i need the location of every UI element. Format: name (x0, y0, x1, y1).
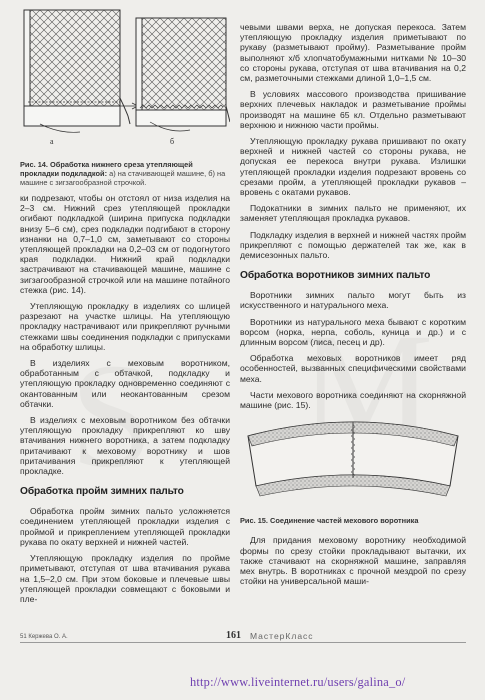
left-column (20, 6, 230, 610)
paragraph: Подкладку изделия в верхней и нижней частях пройм прикрепляют с помощью держателей так же, как в демисезонных пальто. (240, 229, 466, 261)
paragraph: Утепляющую прокладку в изделиях со шлицей разрезают на участке шлицы. На утепляющую прокладку настрачивают или прикрепляют ручными стежками швы соединения подкладки с припусками на обработку шлицы. (20, 301, 230, 352)
figure-14a-label: а (50, 137, 54, 146)
right-column (240, 22, 466, 592)
paragraph: Утепляющую прокладку изделия по пройме приметывают, отступая от шва втачивания рукава на 1,5–2,0 см. При этом боковые и плечевые швы утепляющей прокладки совмещают с боковыми и пле- (20, 553, 230, 604)
figure-14b-label: б (170, 137, 175, 146)
paragraph: Воротники из натурального меха бывают с коротким ворсом (норка, нерпа, соболь, куница и др.) и с длинным ворсом (лиса, песец и др). (240, 316, 466, 348)
figure-15-illustration (240, 416, 466, 514)
page-number: 161 (226, 630, 241, 641)
figure-14-caption-title: Рис. 14. Обработка нижнего среза утепляющей прокладки подкладкой: (20, 160, 193, 178)
paragraph: Обработка меховых воротников имеет ряд особенностей, вызванных специфическими свойствами меха. (240, 353, 466, 384)
figure-15-caption (240, 516, 466, 525)
paragraph: В изделиях с меховым воротником, обработанным с обтачкой, подкладку и утепляющую прокладку одновременно соединяют с окантованным или неокантованным срезом обтачки. (20, 358, 230, 409)
figure-14-caption-text: а) на стачивающей машине, б) на машине с зигзагообразной строчкой. (20, 169, 226, 187)
footer-brand: МастерКласс (250, 631, 314, 641)
paragraph: Для придания меховому воротнику необходимой формы по срезу стойки прокладывают вытачки, их также стачивают на скорняжной машине, заправляя мех внутрь. В воротниках с прочной мездрой по срезу стойки на универсальной маши- (240, 535, 466, 587)
figure-15 (240, 416, 466, 514)
paragraph: Воротники зимних пальто могут быть из искусственного и натурального меха. (240, 290, 466, 311)
footer-author: 51 Кержева О. А. (20, 634, 68, 640)
section-heading: Обработка пройм зимних пальто (20, 486, 184, 498)
paragraph: чевыми швами верха, не допуская перекоса. Затем утепляющую прокладку изделия приметывают по рукаву (разметывают пройму). Разметывание пройм выполняют х/б хлопчатобумажными нитками № 10–30 со стороны рукава, отступая от шва втачивания на 0,2 см, разметочными стежками длиной 1,0–1,5 см. (240, 22, 466, 84)
section-heading: Обработка воротников зимних пальто (240, 270, 431, 282)
paragraph: Утепляющую прокладку рукава пришивают по окату верхней и нижней частей со стороны рукава, не допуская ее перекоса внутри рукава. Излишки утепляющей прокладки изделия подрезают вровень со срезами пройм, а утепляющей прокладки рукавов – вровень с окатами рукавов. (240, 136, 466, 198)
figure-14b-drawing (136, 18, 230, 131)
figure-15-caption-title: Рис. 15. Соединение частей мехового воротника (240, 516, 419, 526)
paragraph: В условиях массового производства пришивание верхних плечевых накладок и разметывание проймы производят на машине 65 кл. Отдельно разметывают верхнюю и нижнюю части проймы. (240, 89, 466, 130)
paragraph: Обработка пройм зимних пальто усложняется соединением утепляющей прокладки изделия с проймой и прикреплением утепляющей прокладки рукава по окату верхней и нижней частей. (20, 506, 230, 547)
paragraph: ки подрезают, чтобы он отстоял от низа изделия на 2–3 см. Нижний срез утепляющей прокладки огибают подкладкой (ширина припуска подкладки внизу 5–6 см), срез подкладки подгибают в сторону изнанки на 0,7–1,0 см, заметывают со стороны утепляющей прокладки на 0,2–03 см от подогнутого края подкладки. Нижний край подкладки застрачивают на стачивающей машине, машине с зигзагообразной строчкой или на машине потайного стежка (рис. 14). (20, 193, 230, 295)
paragraph: Подокатники в зимних пальто не применяют, их заменяет утепляющая прокладка рукавов. (240, 203, 466, 224)
figure-14a-drawing (24, 10, 138, 132)
figure-14-caption (20, 160, 230, 187)
paragraph: Части мехового воротника соединяют на скорняжной машине (рис. 15). (240, 389, 466, 411)
footer-divider (20, 642, 466, 643)
paragraph: В изделиях с меховым воротником без обтачки утепляющую прокладку прикрепляют ко шву втачивания нижнего воротника, а затем подкладку притачивают к меховому воротнику и шов притачивания прикрепляют к утепляющей прокладке. (20, 415, 230, 477)
url-watermark: http://www.liveinternet.ru/users/galina_o/ (190, 675, 406, 689)
figure-14-illustration (20, 6, 230, 158)
figure-14 (20, 6, 230, 158)
